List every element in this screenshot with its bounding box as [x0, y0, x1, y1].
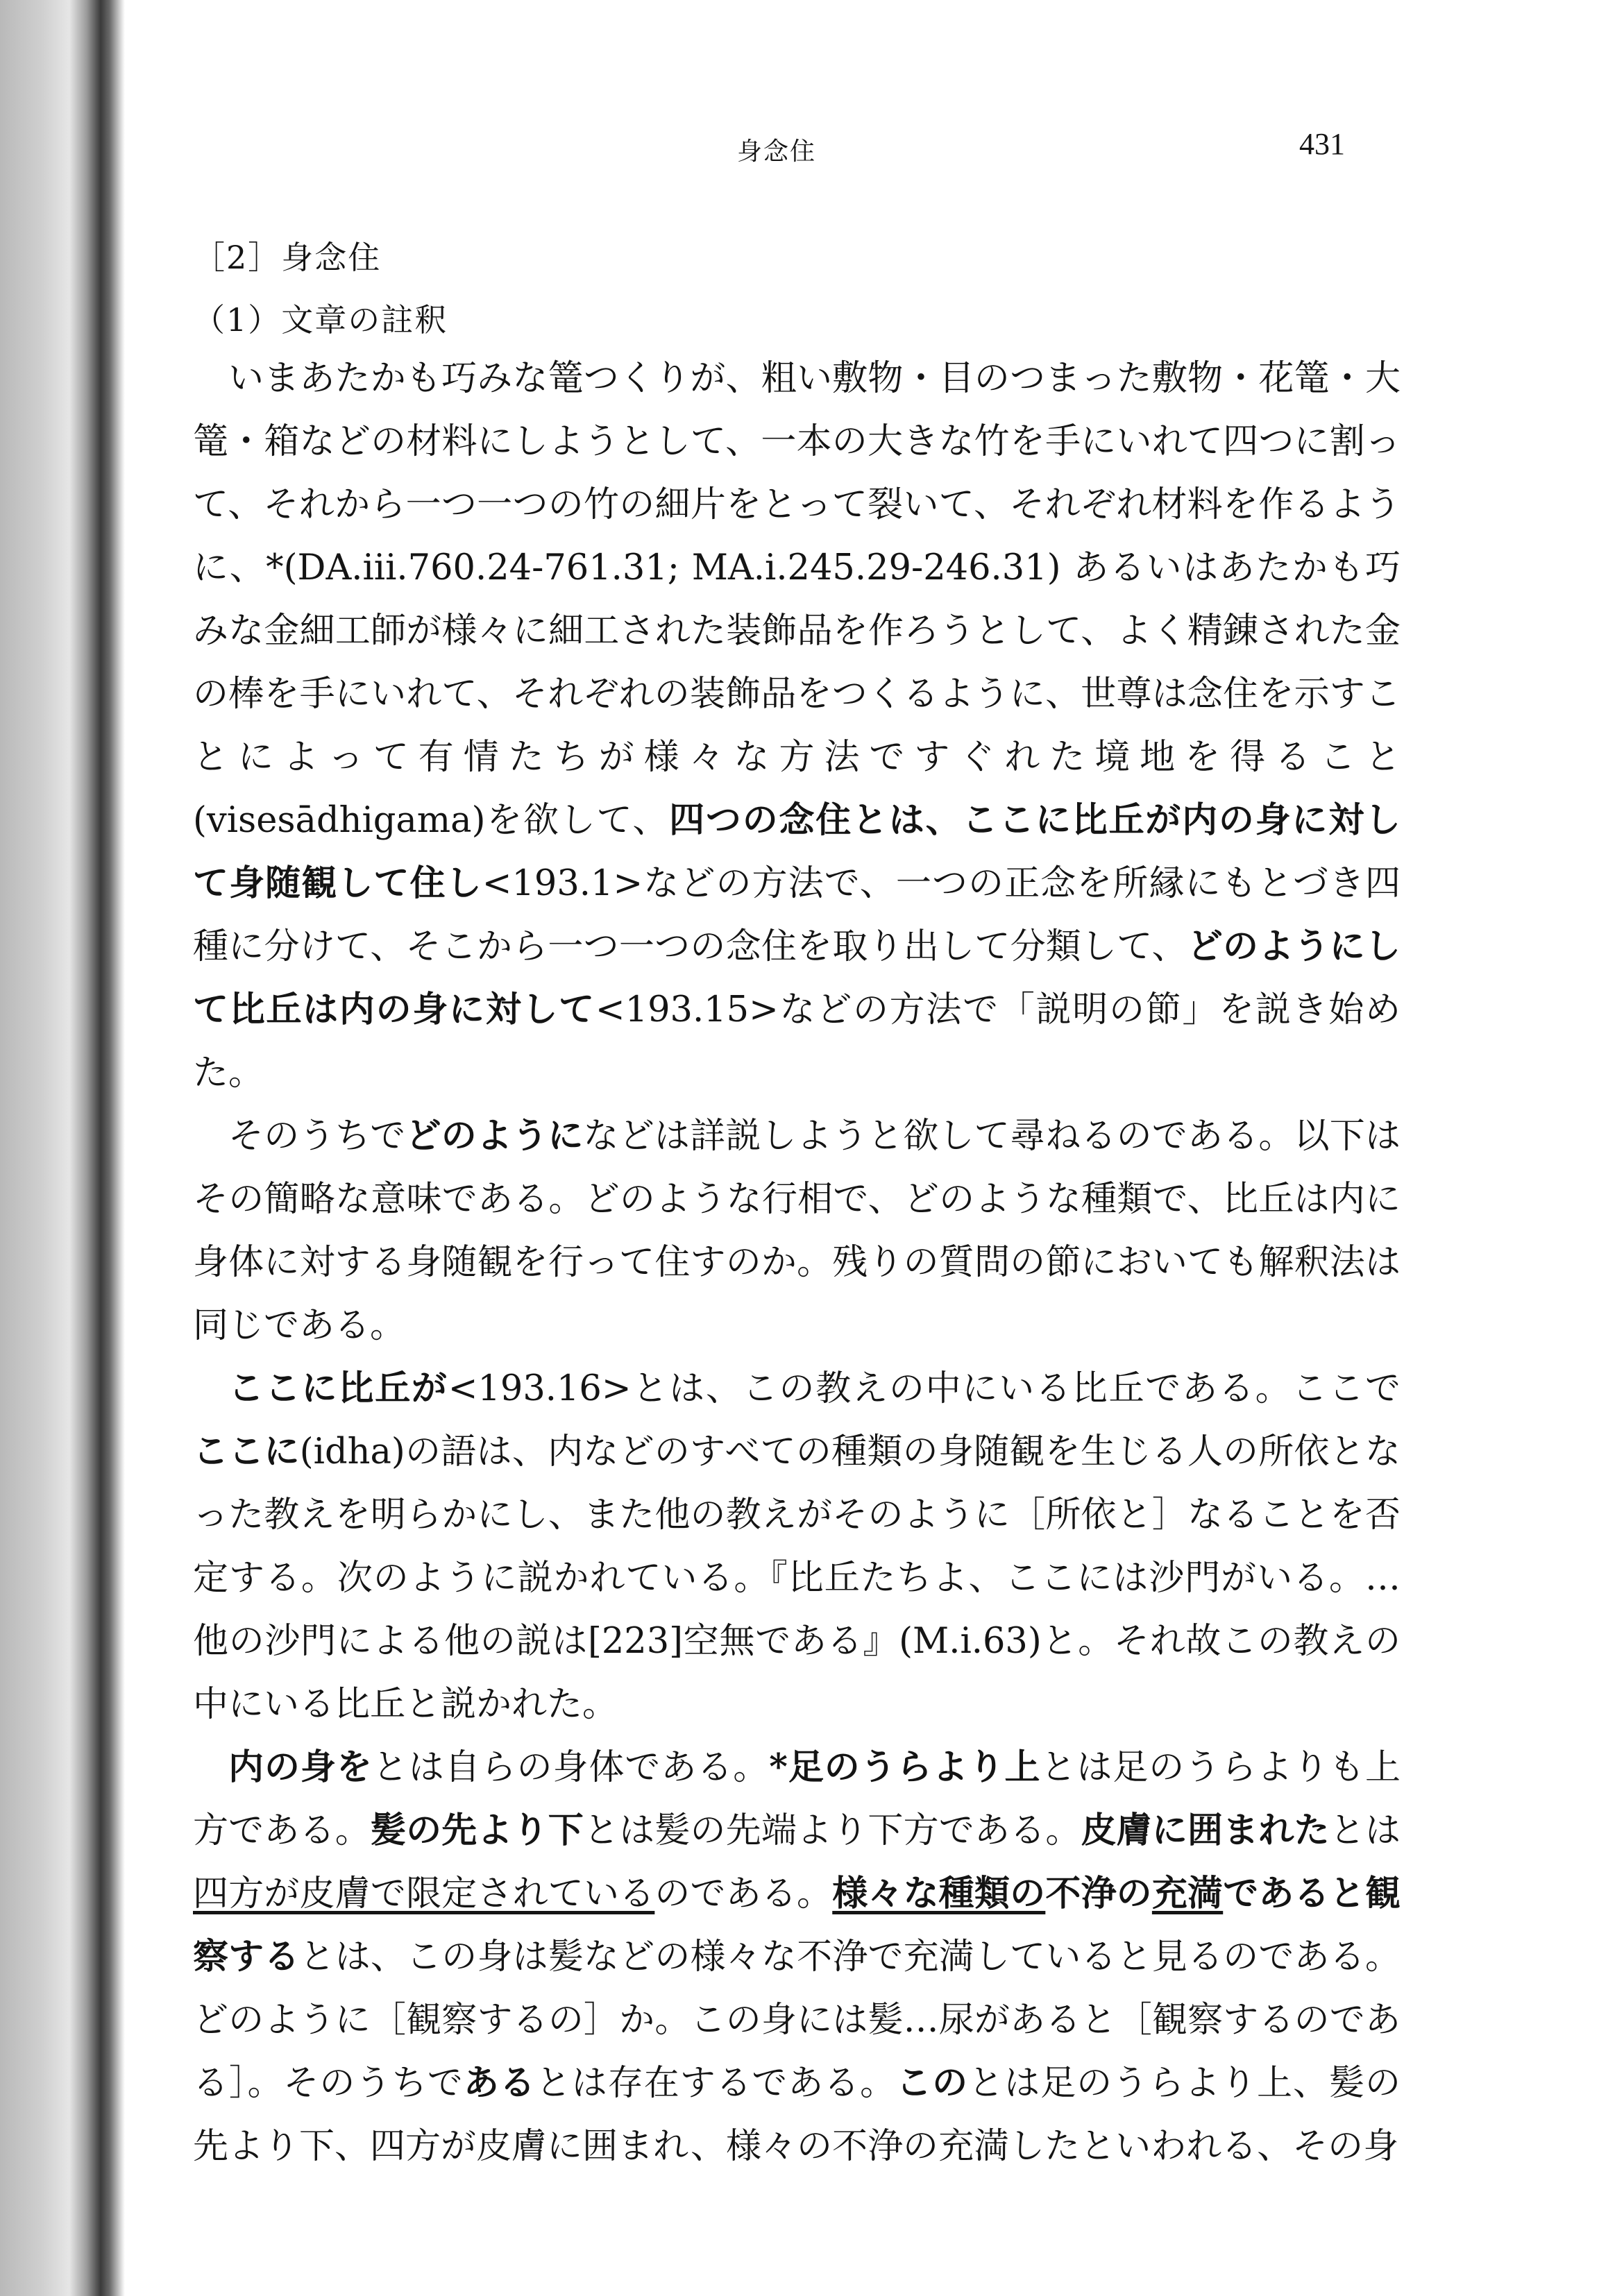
emphasis-text: 内の身を	[228, 1746, 373, 1788]
text-run: とは存在するである。	[535, 2063, 897, 2104]
emphasis-text: 不浄の	[1045, 1873, 1152, 1914]
emphasis-text: 様々な種類の	[832, 1873, 1046, 1914]
body-text	[193, 347, 1401, 2178]
binding-gutter-shadow	[0, 0, 125, 2296]
text-run: 四方が皮膚で限定されている	[193, 1873, 655, 1914]
paragraph	[193, 1105, 1401, 1357]
text-run: いまあたかも巧みな篭つくりが、粗い敷物・目のつまった敷物・花篭・大篭・箱などの材料にしようとして、一本の大きな竹を手にいれて四つに割って、それから一つ一つの竹の細片をとって裂いて、それぞれ材料を作るように、*(DA.iii.760.24-761.31; MA.i.245.29-246.31) あるいはあたかも巧みな金細工師が様々に細工された装飾品を作ろうとして、よく精錬された金の棒を手にいれて、それぞれの装飾品をつくるように、世尊は念住を示すことによって有情たちが様々な方法ですぐれた境地を得ること(visesādhigama)を欲して、	[193, 358, 1401, 841]
text-run: とは足のうらよりも上方である。	[193, 1747, 1401, 1851]
page-number: 431	[1299, 127, 1345, 161]
text-run: <193.16>とは、この教えの中にいる比丘である。ここで	[448, 1368, 1401, 1409]
text-run: とは	[1329, 1810, 1401, 1851]
text-run: とは髪の先端より下方である。	[583, 1810, 1081, 1851]
emphasis-text: 皮膚に囲まれた	[1081, 1810, 1330, 1851]
section-heading-2: ［2］身念住	[193, 239, 382, 276]
text-run: のである。	[654, 1873, 833, 1914]
running-title: 身念住	[737, 137, 817, 166]
paragraph	[193, 347, 1401, 1105]
text-run: <193.1>などの方法で、一つの正念を所縁にもとづき四種に分けて、そこから一つ一つの念住を取り出して分類して、	[193, 863, 1401, 967]
paragraph	[193, 1736, 1401, 2178]
emphasis-text: 髪の先より下	[370, 1810, 584, 1851]
emphasis-text: どのようにして比丘は内の身に対して	[193, 926, 1401, 1030]
emphasis-text: ここに比丘が	[228, 1368, 448, 1409]
emphasis-text: 充満	[1151, 1873, 1224, 1914]
text-run: などは詳説しようと欲して尋ねるのである。以下はその簡略な意味である。どのような行相で、どのような種類で、比丘は内に身体に対する身随観を行って住すのか。残りの質問の節においても解釈法は同じである。	[193, 1116, 1401, 1346]
emphasis-text: ここに	[193, 1431, 300, 1472]
subsection-heading-1: （1）文章の註釈	[193, 301, 448, 339]
text-run: とは足のうらより上、髪の先より下、四方が皮膚に囲まれ、様々の不浄の充満したといわれる、その身	[193, 2063, 1401, 2167]
text-run: <193.15>などの方法で「説明の節」を説き始めた。	[193, 989, 1401, 1094]
emphasis-text: どのように	[405, 1115, 584, 1157]
emphasis-text: この	[896, 2062, 969, 2104]
emphasis-text: 四つの念住とは、ここに比丘が内の身に対して身随観して住し	[193, 799, 1401, 904]
emphasis-text: *足のうらより上	[769, 1746, 1041, 1788]
emphasis-text: であると観察する	[193, 1873, 1401, 1978]
text-run: そのうちで	[228, 1116, 406, 1157]
paragraph	[193, 1357, 1401, 1736]
emphasis-text: ある	[463, 2062, 536, 2104]
text-run: (idha)の語は、内などのすべての種類の身随観を生じる人の所依となった教えを明らかにし、また他の教えがそのように［所依と］なることを否定する。次のように説かれている。『比丘たちよ、ここには沙門がいる。…他の沙門による他の説は[223]空無である』(M.i.63)と。それ故この教えの中にいる比丘と説かれた。	[193, 1431, 1401, 1725]
text-run: とは自らの身体である。	[372, 1747, 770, 1788]
text-run: とは、この身は髪などの様々な不浄で充満していると見るのである。どのように［観察するの］か。この身には髪…尿があると［観察するのである］。そのうちで	[193, 1937, 1401, 2104]
